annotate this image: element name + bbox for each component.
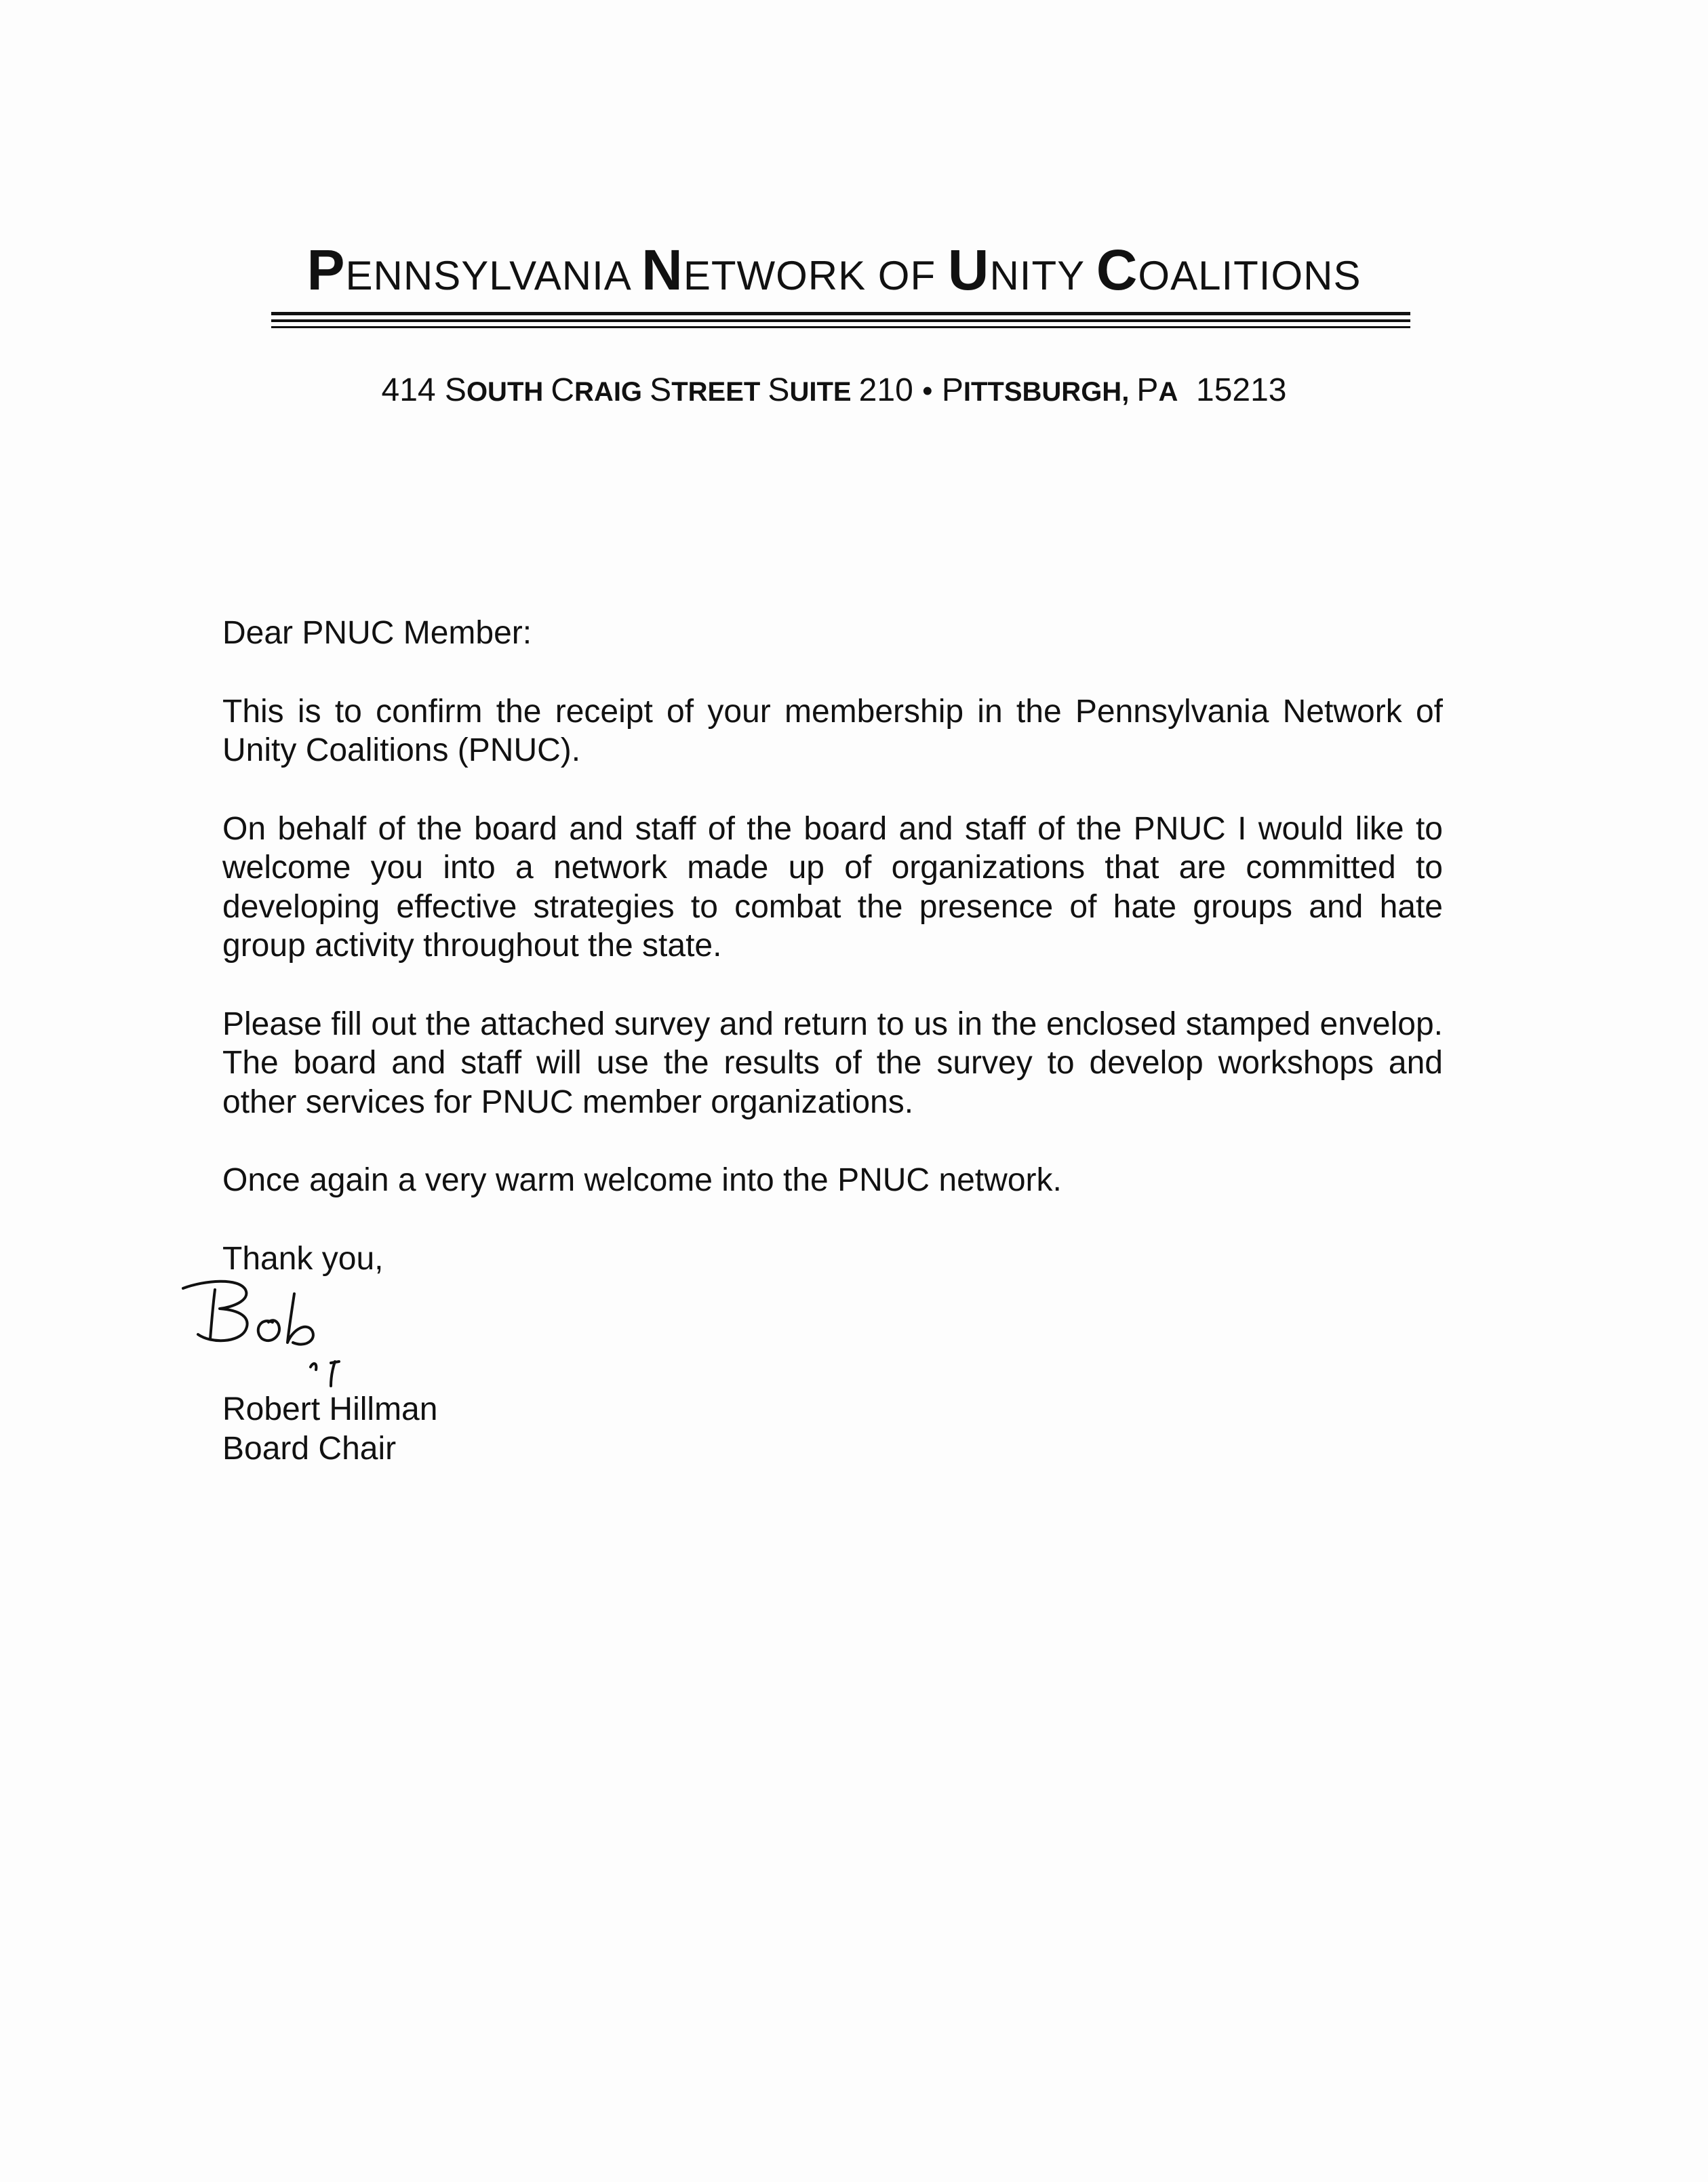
- address-suite: 210: [858, 372, 913, 408]
- letterhead-org-name: [0, 237, 1668, 303]
- paragraph-welcome: On behalf of the board and staff of the board and staff of the PNUC I would like to welcome you into a network made up of organizations that are committed to developing effective strategies to combat the presence of hate groups and hate group activity throughout the state.: [222, 810, 1443, 964]
- org-name-part: COALITIONS: [1096, 238, 1362, 302]
- address-number: 414: [381, 372, 445, 408]
- signer-title: Board Chair: [222, 1430, 397, 1467]
- paragraph-confirmation: This is to confirm the receipt of your membership in the Pennsylvania Network of Unity Coalitions (PNUC).: [222, 693, 1443, 768]
- org-name-part: PENNSYLVANIA: [306, 238, 642, 302]
- address-city: PITTSBURGH, PA: [941, 372, 1178, 408]
- signer-block: [222, 1390, 437, 1468]
- address-street: SOUTH CRAIG STREET SUITE: [444, 372, 859, 408]
- letterhead-address: [0, 372, 1668, 409]
- closing: Thank you,: [222, 1240, 384, 1277]
- bullet-separator-icon: •: [922, 374, 933, 408]
- address-zip: 15213: [1196, 372, 1287, 408]
- letterhead-rule: [271, 319, 1410, 322]
- letterhead-rule: [271, 312, 1410, 315]
- paragraph-survey: Please fill out the attached survey and return to us in the enclosed stamped envelop. The board and staff will use the results of the survey to develop workshops and other services for PNUC member organizations.: [222, 1006, 1443, 1120]
- letterhead-rule: [271, 326, 1410, 328]
- salutation: Dear PNUC Member:: [222, 615, 532, 651]
- org-name-part: NETWORK OF: [641, 238, 948, 302]
- signer-name: Robert Hillman: [222, 1391, 438, 1427]
- letter-body: [222, 614, 1443, 1278]
- org-name-part: UNITY: [947, 238, 1096, 302]
- handwritten-signature: [178, 1275, 381, 1397]
- paragraph-closing-welcome: Once again a very warm welcome into the PNUC network.: [222, 1162, 1062, 1198]
